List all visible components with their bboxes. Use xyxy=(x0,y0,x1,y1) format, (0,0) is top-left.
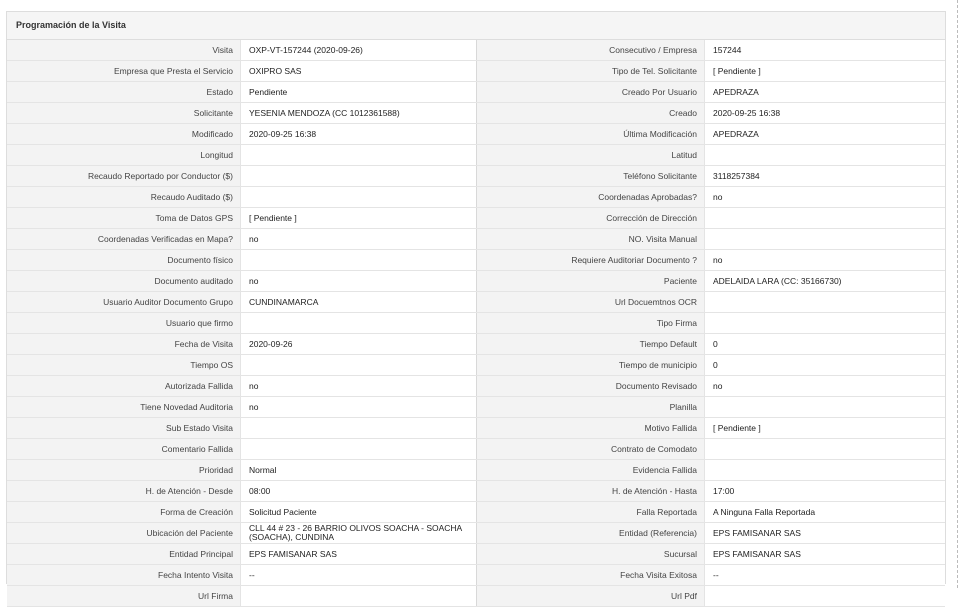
field-value: OXP-VT-157244 (2020-09-26) xyxy=(241,40,477,61)
detail-row xyxy=(7,586,945,607)
field-label: Motivo Fallida xyxy=(477,418,705,439)
detail-row xyxy=(7,502,945,523)
field-value: 2020-09-26 xyxy=(241,334,477,355)
field-label: Documento Revisado xyxy=(477,376,705,397)
field-label: Creado xyxy=(477,103,705,124)
field-label: Entidad (Referencia) xyxy=(477,523,705,544)
field-label: Prioridad xyxy=(7,460,241,481)
field-value xyxy=(241,313,477,334)
field-value: OXIPRO SAS xyxy=(241,61,477,82)
field-value xyxy=(705,397,946,418)
detail-row xyxy=(7,166,945,187)
page-edge-divider xyxy=(957,0,958,588)
detail-row xyxy=(7,103,945,124)
field-label: Sub Estado Visita xyxy=(7,418,241,439)
field-value: [ Pendiente ] xyxy=(705,418,946,439)
detail-row xyxy=(7,439,945,460)
field-label: Recaudo Reportado por Conductor ($) xyxy=(7,166,241,187)
field-label: Corrección de Dirección xyxy=(477,208,705,229)
field-value: A Ninguna Falla Reportada xyxy=(705,502,946,523)
field-label: Solicitante xyxy=(7,103,241,124)
field-value xyxy=(241,250,477,271)
field-value: EPS FAMISANAR SAS xyxy=(705,544,946,565)
field-value xyxy=(705,145,946,166)
field-label: Requiere Auditoriar Documento ? xyxy=(477,250,705,271)
field-label: Teléfono Solicitante xyxy=(477,166,705,187)
field-value: EPS FAMISANAR SAS xyxy=(705,523,946,544)
field-value: [ Pendiente ] xyxy=(705,61,946,82)
detail-row xyxy=(7,544,945,565)
field-label: Tiene Novedad Auditoria xyxy=(7,397,241,418)
field-value: no xyxy=(241,376,477,397)
field-value: no xyxy=(705,376,946,397)
field-value: ADELAIDA LARA (CC: 35166730) xyxy=(705,271,946,292)
field-label: Planilla xyxy=(477,397,705,418)
field-label: Falla Reportada xyxy=(477,502,705,523)
field-value xyxy=(705,460,946,481)
field-value xyxy=(241,586,477,607)
field-value xyxy=(705,586,946,607)
field-value xyxy=(705,229,946,250)
field-value: no xyxy=(241,229,477,250)
field-label: Evidencia Fallida xyxy=(477,460,705,481)
field-value: Normal xyxy=(241,460,477,481)
field-label: Entidad Principal xyxy=(7,544,241,565)
field-value: no xyxy=(241,397,477,418)
detail-row xyxy=(7,229,945,250)
field-label: Última Modificación xyxy=(477,124,705,145)
field-value xyxy=(705,313,946,334)
field-label: Usuario que firmo xyxy=(7,313,241,334)
field-value: 2020-09-25 16:38 xyxy=(241,124,477,145)
field-label: Toma de Datos GPS xyxy=(7,208,241,229)
field-value: YESENIA MENDOZA (CC 1012361588) xyxy=(241,103,477,124)
field-label: Latitud xyxy=(477,145,705,166)
panel-title: Programación de la Visita xyxy=(7,12,945,40)
field-value: 2020-09-25 16:38 xyxy=(705,103,946,124)
field-label: Comentario Fallida xyxy=(7,439,241,460)
field-label: Url Docuemtnos OCR xyxy=(477,292,705,313)
field-value: Pendiente xyxy=(241,82,477,103)
field-value: 157244 xyxy=(705,40,946,61)
field-label: Longitud xyxy=(7,145,241,166)
field-label: Documento físico xyxy=(7,250,241,271)
detail-row xyxy=(7,82,945,103)
field-label: Consecutivo / Empresa xyxy=(477,40,705,61)
field-label: Modificado xyxy=(7,124,241,145)
visit-details-table xyxy=(7,40,945,607)
field-label: H. de Atención - Hasta xyxy=(477,481,705,502)
detail-row xyxy=(7,187,945,208)
visit-schedule-panel xyxy=(6,11,946,601)
field-value: APEDRAZA xyxy=(705,124,946,145)
field-label: Tipo Firma xyxy=(477,313,705,334)
field-label: Coordenadas Aprobadas? xyxy=(477,187,705,208)
field-label: Fecha Intento Visita xyxy=(7,565,241,586)
field-label: Empresa que Presta el Servicio xyxy=(7,61,241,82)
field-value xyxy=(241,166,477,187)
field-value: no xyxy=(705,187,946,208)
detail-row xyxy=(7,460,945,481)
field-value: 17:00 xyxy=(705,481,946,502)
field-label: Fecha de Visita xyxy=(7,334,241,355)
detail-row xyxy=(7,145,945,166)
field-label: Tipo de Tel. Solicitante xyxy=(477,61,705,82)
field-value xyxy=(705,292,946,313)
field-label: Tiempo de municipio xyxy=(477,355,705,376)
field-value xyxy=(705,208,946,229)
field-label: Recaudo Auditado ($) xyxy=(7,187,241,208)
field-label: Paciente xyxy=(477,271,705,292)
detail-row xyxy=(7,292,945,313)
detail-row xyxy=(7,271,945,292)
field-value: -- xyxy=(705,565,946,586)
detail-row xyxy=(7,250,945,271)
field-value: 0 xyxy=(705,355,946,376)
field-label: NO. Visita Manual xyxy=(477,229,705,250)
field-label: Contrato de Comodato xyxy=(477,439,705,460)
field-value: CUNDINAMARCA xyxy=(241,292,477,313)
field-label: Ubicación del Paciente xyxy=(7,523,241,544)
field-value: no xyxy=(241,271,477,292)
field-value: Solicitud Paciente xyxy=(241,502,477,523)
field-label: Creado Por Usuario xyxy=(477,82,705,103)
field-value: 0 xyxy=(705,334,946,355)
detail-row xyxy=(7,40,945,61)
field-value: 3118257384 xyxy=(705,166,946,187)
field-label: Forma de Creación xyxy=(7,502,241,523)
field-label: Autorizada Fallida xyxy=(7,376,241,397)
detail-row xyxy=(7,355,945,376)
field-label: Documento auditado xyxy=(7,271,241,292)
field-value: APEDRAZA xyxy=(705,82,946,103)
field-label: Estado xyxy=(7,82,241,103)
field-value xyxy=(241,439,477,460)
field-value: -- xyxy=(241,565,477,586)
detail-row xyxy=(7,565,945,586)
field-value: 08:00 xyxy=(241,481,477,502)
field-label: Usuario Auditor Documento Grupo xyxy=(7,292,241,313)
field-label: Url Firma xyxy=(7,586,241,607)
field-value xyxy=(241,418,477,439)
detail-row xyxy=(7,334,945,355)
detail-row xyxy=(7,61,945,82)
detail-row xyxy=(7,124,945,145)
field-value: EPS FAMISANAR SAS xyxy=(241,544,477,565)
detail-row xyxy=(7,313,945,334)
field-value: [ Pendiente ] xyxy=(241,208,477,229)
field-label: Sucursal xyxy=(477,544,705,565)
field-value: CLL 44 # 23 - 26 BARRIO OLIVOS SOACHA - SOACHA (SOACHA), CUNDINA xyxy=(241,523,477,544)
field-value xyxy=(241,355,477,376)
detail-row xyxy=(7,418,945,439)
field-value: no xyxy=(705,250,946,271)
field-label: Coordenadas Verificadas en Mapa? xyxy=(7,229,241,250)
field-value xyxy=(241,145,477,166)
field-label: Url Pdf xyxy=(477,586,705,607)
detail-row xyxy=(7,481,945,502)
detail-row xyxy=(7,208,945,229)
detail-row xyxy=(7,523,945,544)
field-label: Tiempo OS xyxy=(7,355,241,376)
detail-row xyxy=(7,397,945,418)
field-label: H. de Atención - Desde xyxy=(7,481,241,502)
field-label: Tiempo Default xyxy=(477,334,705,355)
detail-row xyxy=(7,376,945,397)
field-label: Visita xyxy=(7,40,241,61)
field-value xyxy=(241,187,477,208)
field-label: Fecha Visita Exitosa xyxy=(477,565,705,586)
field-value xyxy=(705,439,946,460)
